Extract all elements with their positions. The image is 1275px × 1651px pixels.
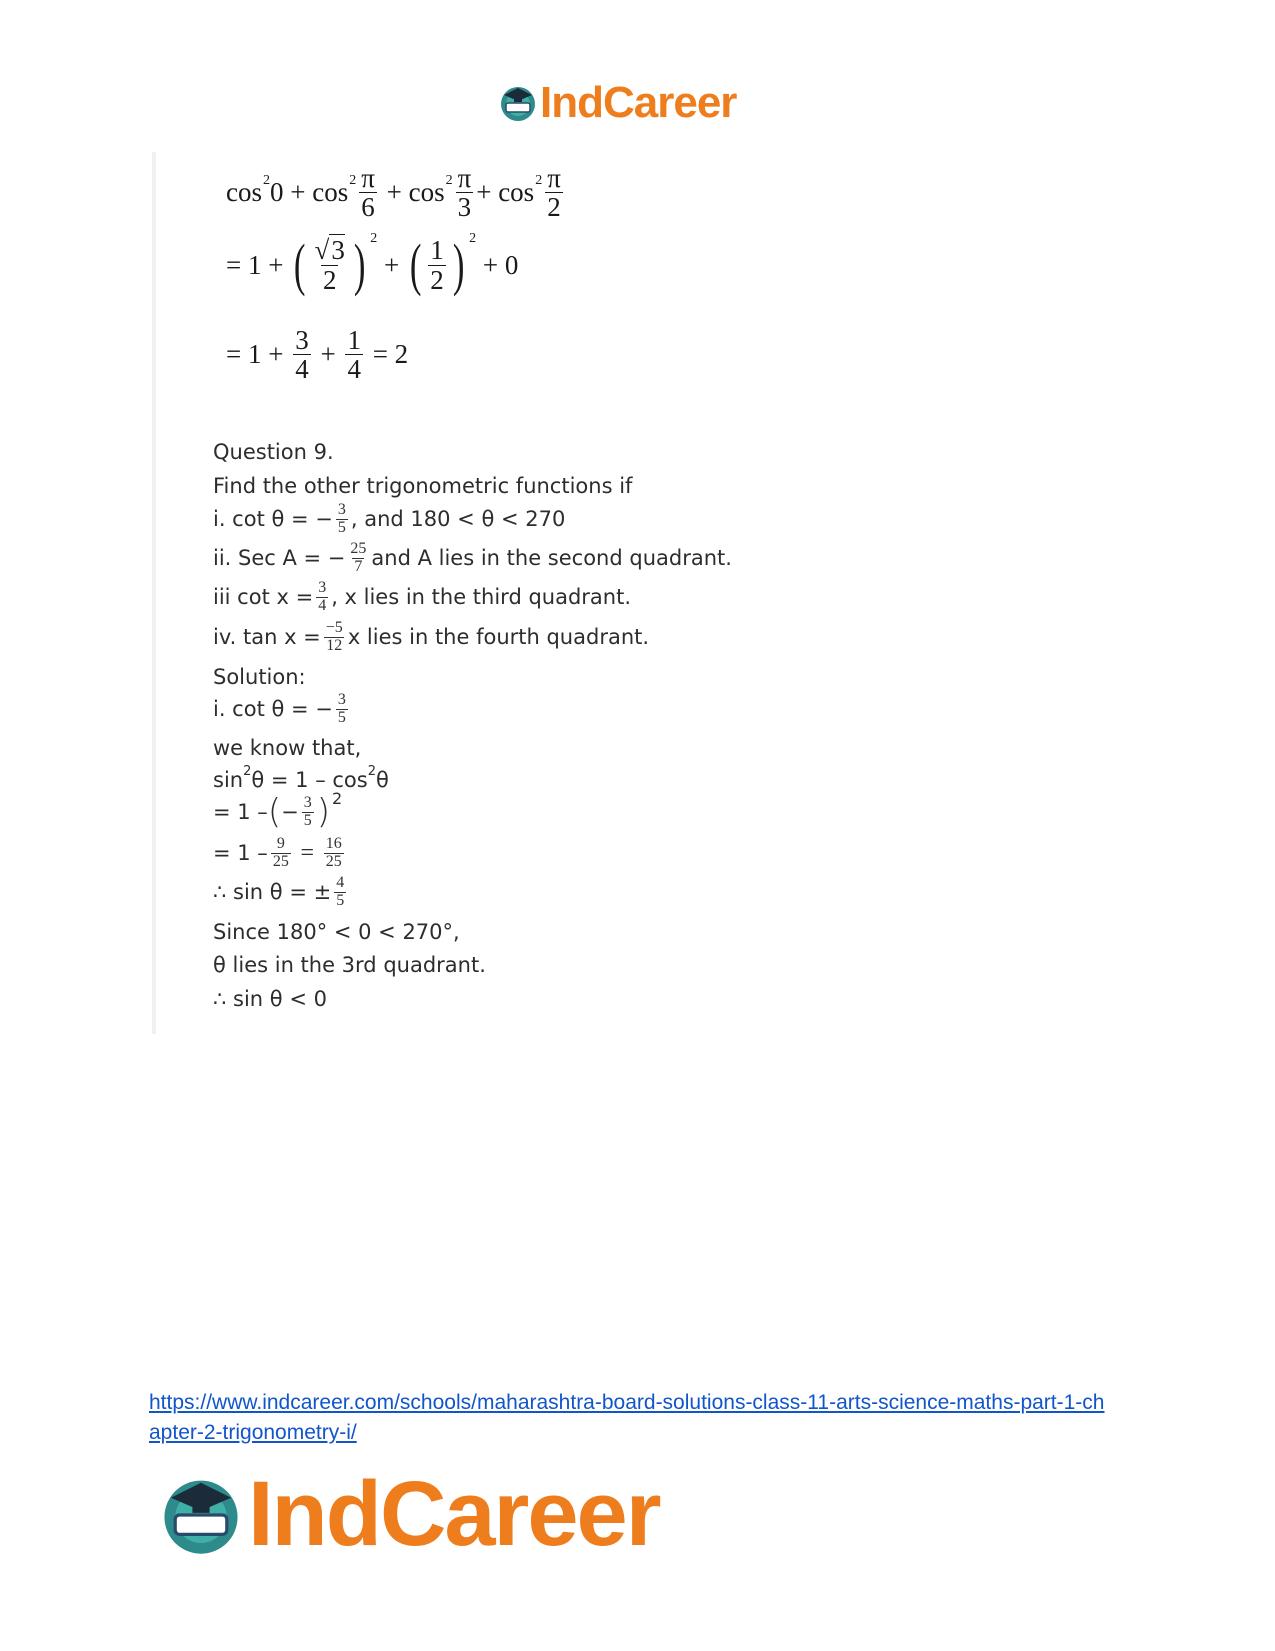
footer-logo [158, 1462, 660, 1567]
question-item: i. cot θ = − $\frac{3}{5}$ , and 180 < θ < 270 [213, 501, 566, 536]
question-title: Question 9. [213, 440, 334, 464]
question-item: iv. tan x = $\frac{-5}{12}$ x lies in the fourth quadrant. [213, 619, 650, 654]
fraction: $\frac{1}{4}$ [347, 325, 361, 385]
question-item: ii. Sec A = − $\frac{25}{7}$ and A lies in the second quadrant. [213, 540, 732, 575]
math-line-2: = 1 + ( $\frac{√3}{2}$ ) 2 + ( $\frac{1}{2}$ ) 2 + 0 [226, 231, 519, 297]
solution-line: ∴ sin θ < 0 [213, 987, 327, 1011]
solution-line: = 1 – $\frac{9}{25}$ = $\frac{16}{25}$ [213, 835, 342, 870]
fraction: $\frac{√3}{2}$ [314, 235, 345, 295]
content-frame-border [152, 152, 156, 1034]
fraction: $\frac{\pi}{2}$ [547, 163, 561, 223]
question-item: iii cot x = $\frac{3}{4}$ , x lies in the third quadrant. [213, 579, 632, 614]
solution-line: θ lies in the 3rd quadrant. [213, 953, 486, 977]
graduation-cap-book-globe-icon [498, 83, 538, 123]
question-prompt: Find the other trigonometric functions if [213, 474, 633, 498]
fraction: $\frac{1}{2}$ [430, 235, 444, 295]
graduation-cap-book-globe-icon [158, 1472, 244, 1558]
header-logo [498, 78, 736, 128]
solution-line: = 1 – ( − $\frac{3}{5}$ ) 2 [213, 788, 343, 833]
solution-line: i. cot θ = − $\frac{3}{5}$ [213, 691, 346, 726]
solution-label: Solution: [213, 665, 306, 689]
fraction: $\frac{\pi}{3}$ [457, 163, 472, 223]
solution-line: Since 180° < 0 < 270°, [213, 920, 460, 944]
solution-line: we know that, [213, 736, 362, 760]
fraction: $\frac{3}{4}$ [295, 325, 309, 385]
logo-wordmark: IndCareer [540, 78, 737, 127]
math-line-3: = 1 + $\frac{3}{4}$ + $\frac{1}{4}$ = 2 [226, 325, 409, 385]
logo-wordmark: IndCareer [248, 1463, 660, 1565]
fraction: $\frac{\pi}{6}$ [361, 163, 375, 223]
solution-line: ∴ sin θ = ± $\frac{4}{5}$ [213, 874, 345, 909]
solution-line: sin 2 θ = 1 – cos 2 θ [213, 763, 389, 792]
source-url-link[interactable]: https://www.indcareer.com/schools/maharashtra-board-solutions-class-11-arts-science-maths-part-1-chapter-2-trigonometry-i/ [149, 1391, 1105, 1444]
math-line-1: cos 2 0 + cos 2 $\frac{\pi}{6}$ + cos 2 $\frac{\pi}{3}$ + cos 2 $\frac{\pi}{2}$ [226, 163, 561, 223]
